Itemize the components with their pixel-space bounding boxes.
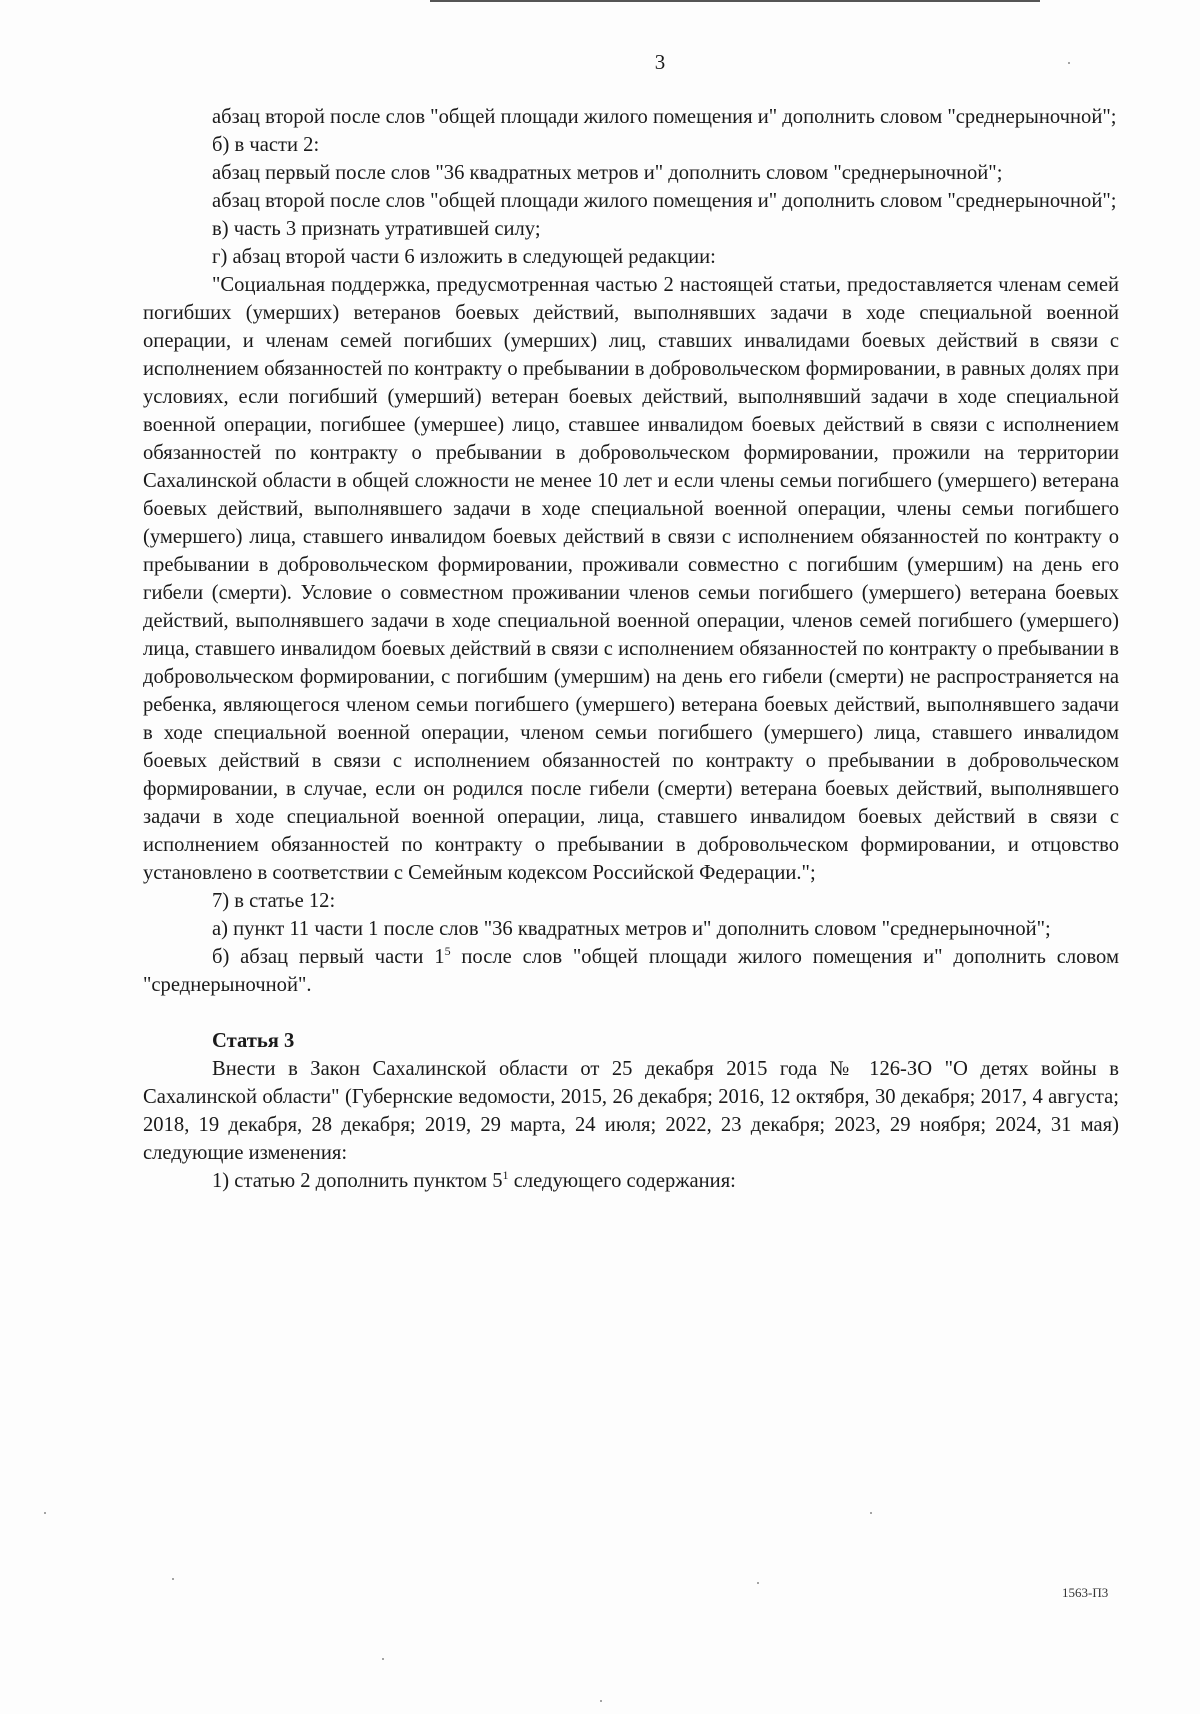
item-1-superscript: 1 (502, 1168, 509, 1183)
scan-speck (870, 1512, 872, 1514)
scan-speck (757, 1582, 759, 1584)
scan-speck (1068, 62, 1070, 64)
item-b-text-start: б) абзац первый части 1 (212, 946, 445, 968)
paragraph-1: абзац второй после слов "общей площади жилого помещения и" дополнить словом "среднерыночной"; (212, 106, 1117, 128)
paragraph-5: в) часть 3 признать утратившей силу; (212, 218, 541, 240)
scan-speck (600, 1700, 602, 1702)
item-1-text-end: следующего содержания: (508, 1170, 736, 1192)
paragraph-2: б) в части 2: (212, 134, 320, 156)
paragraph-4: абзац второй после слов "общей площади жилого помещения и" дополнить словом "среднерыночной"; (212, 190, 1117, 212)
article-item-1 (143, 1167, 1119, 1195)
item-b-superscript: 5 (444, 944, 451, 959)
paragraph-article-12: 7) в статье 12: (212, 890, 336, 912)
paragraph-6: г) абзац второй части 6 изложить в следующей редакции: (212, 246, 716, 268)
page-number: 3 (654, 50, 666, 74)
paragraph-quote: "Социальная поддержка, предусмотренная частью 2 настоящей статьи, предоставляется членам семей погибших (умерших) ветеранов боевых действий, выполнявших задачи в ходе специальной военной операции, и членам семей погибших (умерших) лиц, ставших инвалидами боевых действий в связи с исполнением обязанностей по контракту о пребывании в добровольческом формировании, в равных долях при условиях, если погибший (умерший) ветеран боевых действий, выполнявший задачи в ходе специальной военной операции, погибшее (умершее) лицо, ставшее инвалидом боевых действий в связи с исполнением обязанностей по контракту о пребывании в добровольческом формировании, прожили на территории Сахалинской области в общей сложности не менее 10 лет и если члены семьи погибшего (умершего) ветерана боевых действий, выполнявшего задачи в ходе специальной военной операции, члены семьи погибшего (умершего) лица, ставшего инвалидом боевых действий в связи с исполнением обязанностей по контракту о пребывании в добровольческом формировании, проживали совместно с погибшим (умершим) на день его гибели (смерти). Условие о совместном проживании членов семьи погибшего (умершего) ветерана боевых действий, выполнявшего задачи в ходе специальной военной операции, членов семей погибшего (умершего) лица, ставшего инвалидом боевых действий в связи с исполнением обязанностей по контракту о пребывании в добровольческом формировании, с погибшим (умершим) на день его гибели (смерти) не распространяется на ребенка, являющегося членом семьи погибшего (умершего) ветерана боевых действий, выполнявшего задачи в ходе специальной военной операции, членом семьи погибшего (умершего) лица, ставшего инвалидом боевых действий в связи с исполнением обязанностей по контракту о пребывании в добровольческом формировании, в случае, если он родился после гибели (смерти) ветерана боевых действий, выполнявшего задачи в ходе специальной военной операции, лица, ставшего инвалидом боевых действий в связи с исполнением обязанностей по контракту о пребывании в добровольческом формировании, и отцовство установлено в соответствии с Семейным кодексом Российской Федерации."; (143, 274, 1119, 884)
paragraph-3: абзац первый после слов "36 квадратных метров и" дополнить словом "среднерыночной"; (212, 162, 1003, 184)
article-text: Внести в Закон Сахалинской области от 25 декабря 2015 года № 126-ЗО "О детях войны в Сахалинской области" (Губернские ведомости, 2015, 26 декабря; 2016, 12 октября, 30 декабря; 2017, 4 августа; 2018, 19 декабря, 28 декабря; 2019, 29 марта, 24 июля; 2022, 23 декабря; 2023, 29 ноября; 2024, 31 мая) следующие изменения: (143, 1058, 1119, 1164)
article-heading: Статья 3 (212, 1030, 295, 1052)
paragraph-item-b (143, 943, 1119, 999)
scan-speck (172, 1578, 174, 1580)
item-1-text-start: 1) статью 2 дополнить пунктом 5 (212, 1170, 503, 1192)
paragraph-item-a: а) пункт 11 части 1 после слов "36 квадратных метров и" дополнить словом "среднерыночной"; (212, 918, 1051, 940)
document-body (143, 103, 1119, 1195)
document-code: 1563-П3 (1062, 1585, 1109, 1600)
scan-speck (382, 1658, 384, 1660)
top-scan-edge (430, 0, 1040, 2)
item-b-text-end: после слов "общей площади жилого помещения и" дополнить словом "среднерыночной". (143, 946, 1119, 996)
scan-speck (44, 1512, 46, 1514)
